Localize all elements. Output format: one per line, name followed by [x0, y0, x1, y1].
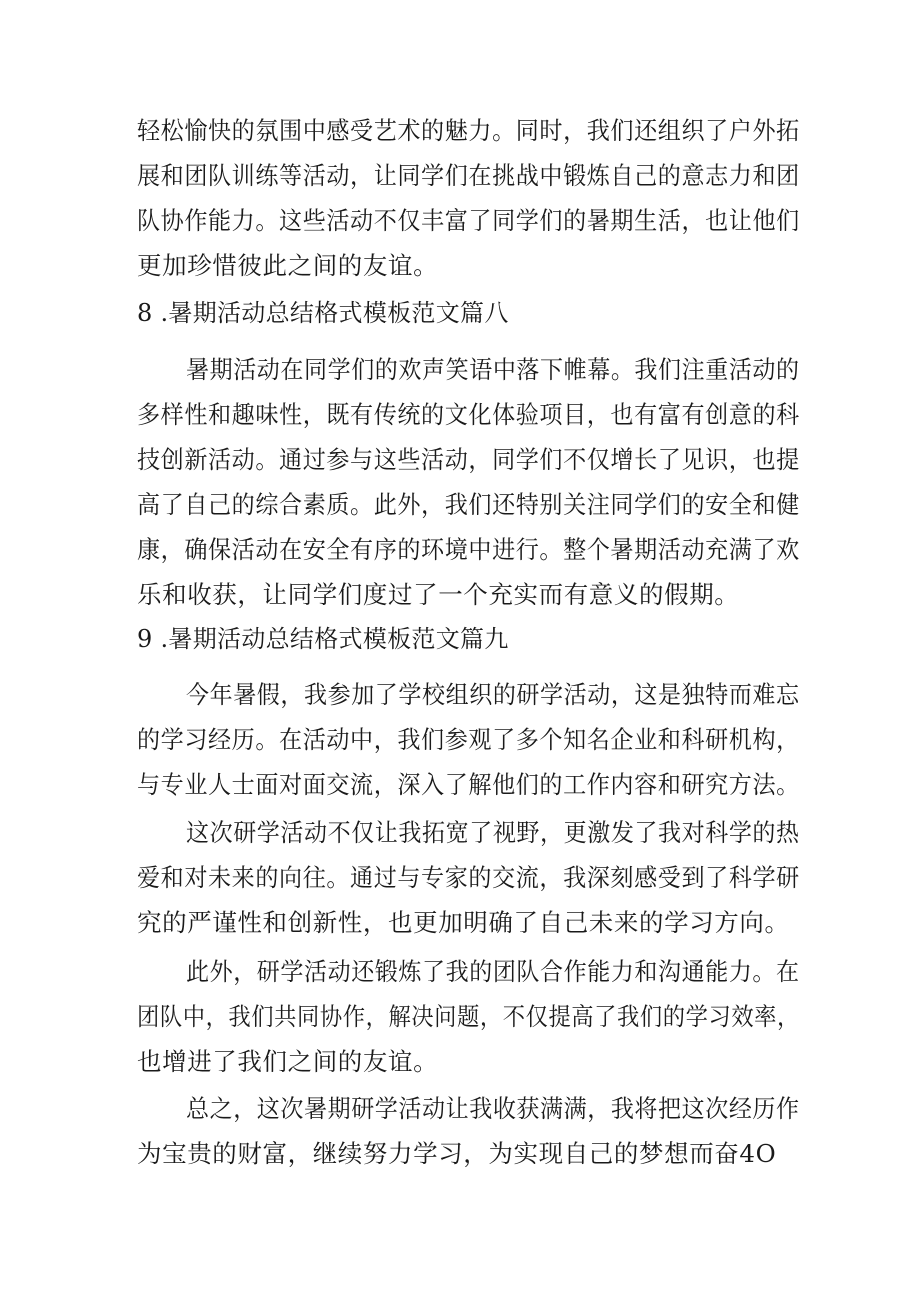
text-line: 总之，这次暑期研学活动让我收获满满，我将把这次经历作: [186, 1094, 800, 1123]
text-line: 今年暑假，我参加了学校组织的研学活动，这是独特而难忘: [186, 680, 800, 709]
text-line: 高了自己的综合素质。此外，我们还特别关注同学们的安全和健: [137, 490, 800, 519]
text-line: 这次研学活动不仅让我拓宽了视野，更激发了我对科学的热: [186, 818, 800, 847]
text-line: 队协作能力。这些活动不仅丰富了同学们的暑期生活，也让他们: [137, 206, 800, 235]
text-line: 更加珍惜彼此之间的友谊。: [137, 251, 439, 280]
text-line: 多样性和趣味性，既有传统的文化体验项目，也有富有创意的科: [137, 400, 800, 429]
text-line: 团队中，我们共同协作，解决问题，不仅提高了我们的学习效率，: [137, 1002, 800, 1031]
text-line: 的学习经历。在活动中，我们参观了多个知名企业和科研机构，: [137, 725, 800, 754]
text-line: 康，确保活动在安全有序的环境中进行。整个暑期活动充满了欢: [137, 535, 800, 564]
text-line: 究的严谨性和创新性，也更加明确了自己未来的学习方向。: [137, 908, 790, 937]
text-line: 此外，研学活动还锻炼了我的团队合作能力和沟通能力。在: [186, 957, 800, 986]
text-line: 也增进了我们之间的友谊。: [137, 1047, 439, 1076]
section-heading: 9 .暑期活动总结格式模板范文篇九: [137, 625, 509, 653]
text-line: 轻松愉快的氛围中感受艺术的魅力。同时，我们还组织了户外拓: [137, 116, 800, 145]
text-line: 爱和对未来的向往。通过与专家的交流，我深刻感受到了科学研: [137, 863, 800, 892]
text-line: 技创新活动。通过参与这些活动，同学们不仅增长了见识，也提: [137, 445, 800, 474]
text-line: 暑期活动在同学们的欢声笑语中落下帷幕。我们注重活动的: [186, 355, 800, 384]
text-line: 展和团队训练等活动，让同学们在挑战中锻炼自己的意志力和团: [137, 161, 800, 190]
text-line: 乐和收获，让同学们度过了一个充实而有意义的假期。: [137, 580, 740, 609]
section-heading: 8 .暑期活动总结格式模板范文篇八: [137, 299, 509, 327]
text-line: 为宝贵的财富，继续努力学习，为实现自己的梦想而奋4O: [137, 1139, 777, 1168]
text-line: 与专业人士面对面交流，深入了解他们的工作内容和研究方法。: [137, 770, 800, 799]
